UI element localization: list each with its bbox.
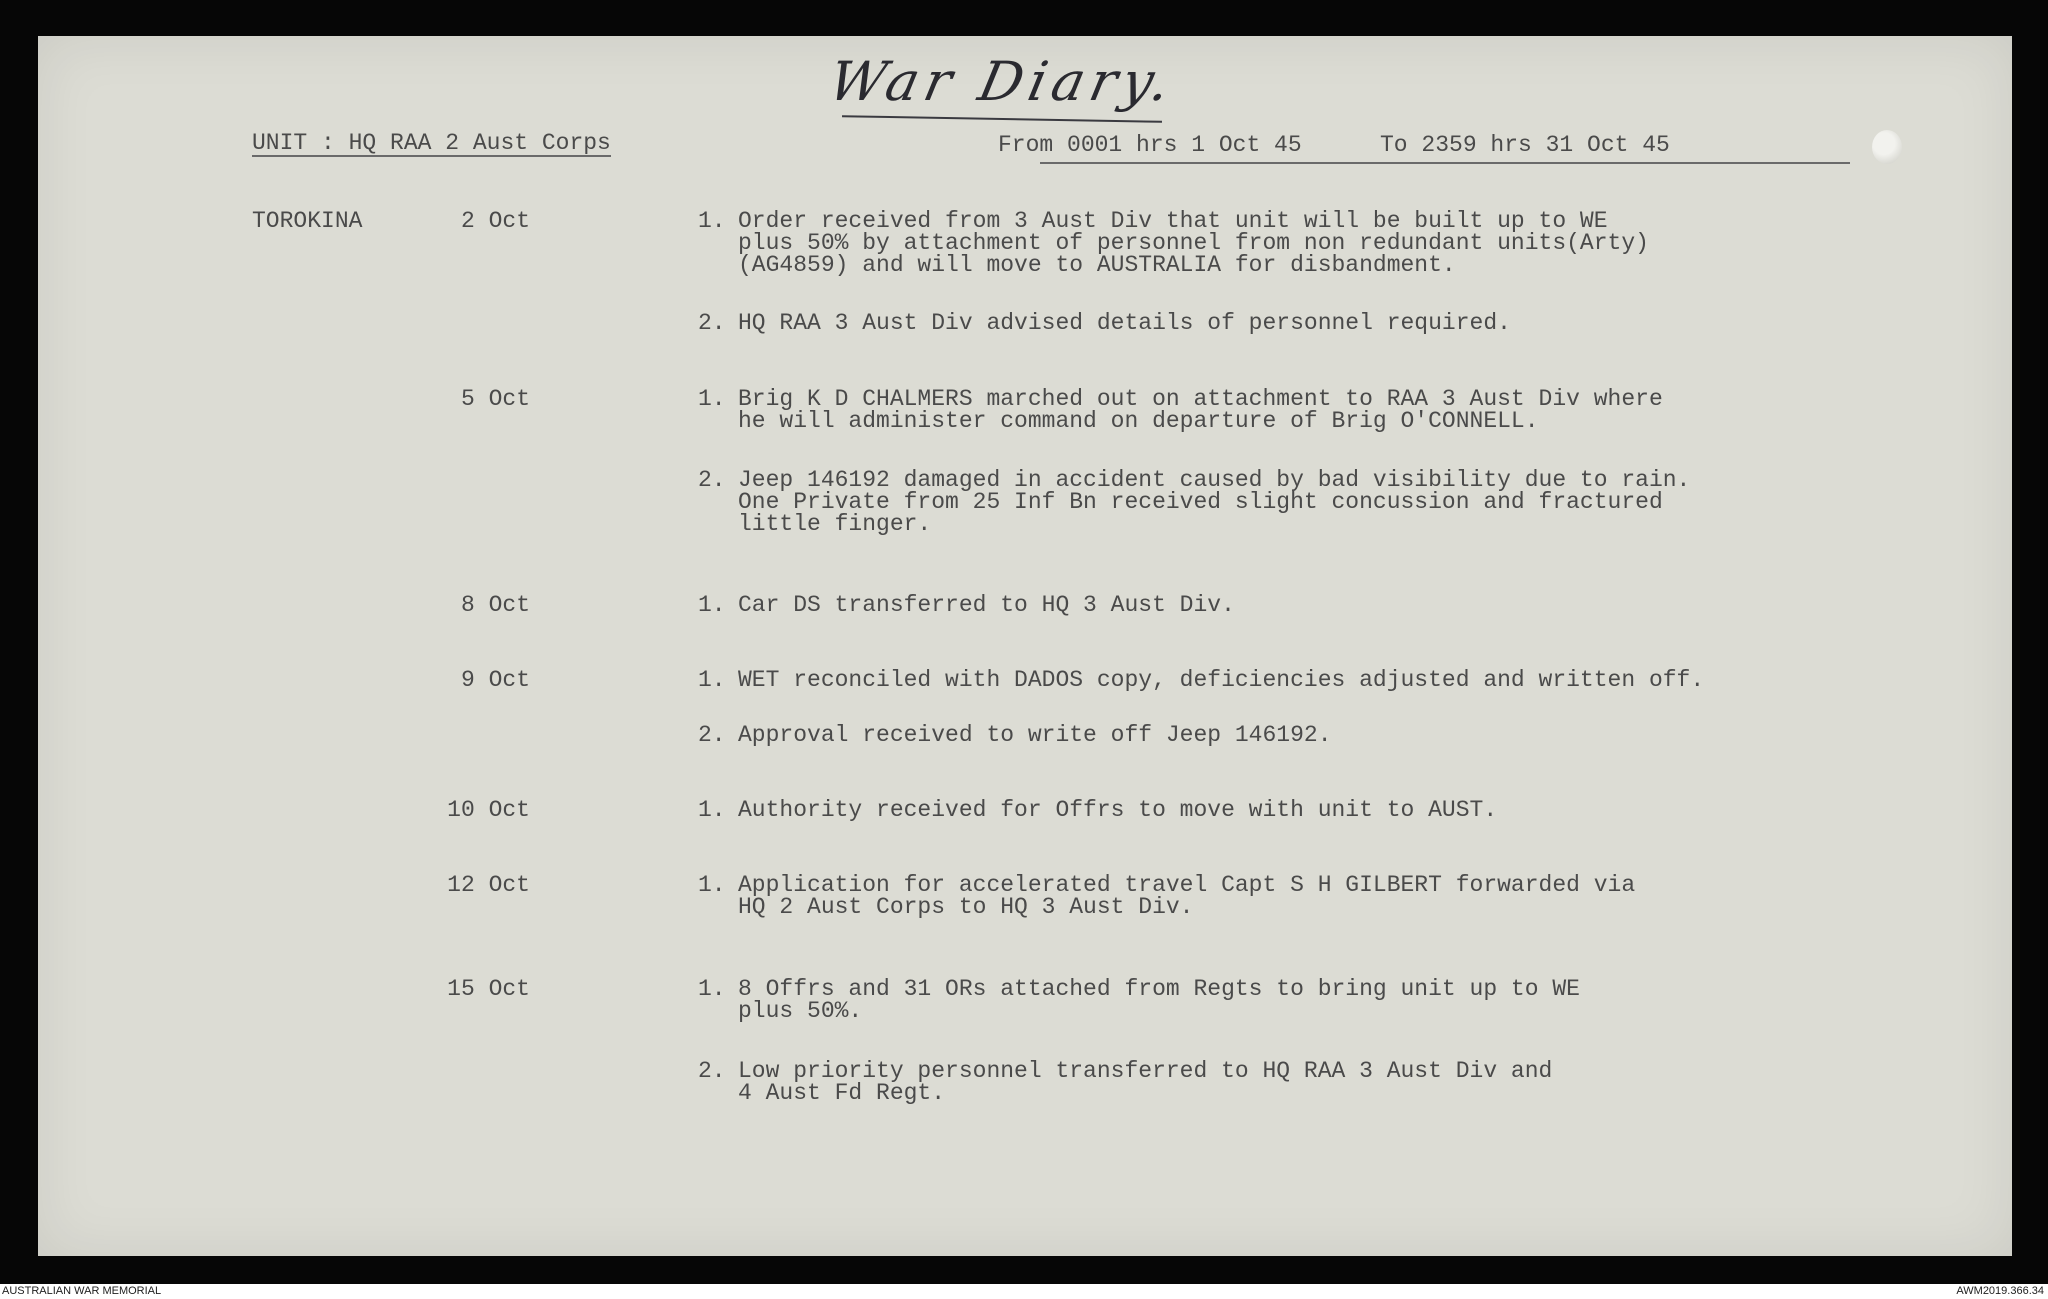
item-text-line: HQ RAA 3 Aust Div advised details of personnel required.	[738, 310, 1511, 336]
item-text-line: Approval received to write off Jeep 146192.	[738, 722, 1332, 748]
unit-label: UNIT : HQ RAA 2 Aust Corps	[252, 130, 611, 156]
item-number: 2.	[698, 1058, 726, 1084]
item-text-line: 4 Aust Fd Regt.	[738, 1080, 946, 1106]
footer-reference: AWM2019.366.34	[1956, 1285, 2044, 1297]
item-number: 1.	[698, 976, 726, 1002]
entry-date: 15 Oct	[447, 976, 530, 1002]
item-text-line: plus 50% by attachment of personnel from non redundant units(Arty)	[738, 230, 1649, 256]
handwritten-title: War Diary.	[823, 50, 1182, 113]
entry-date: 5 Oct	[460, 386, 530, 412]
entry-date: 10 Oct	[447, 797, 530, 823]
place-label: TOROKINA	[252, 208, 363, 234]
item-text-line: he will administer command on departure of Brig O'CONNELL.	[738, 408, 1539, 434]
header-rule	[1040, 162, 1850, 164]
item-text-line: Brig K D CHALMERS marched out on attachment to RAA 3 Aust Div where	[738, 386, 1663, 412]
item-number: 2.	[698, 722, 726, 748]
period-to: To 2359 hrs 31 Oct 45	[1380, 132, 1670, 158]
item-text-line: plus 50%.	[738, 998, 863, 1024]
item-number: 1.	[698, 797, 726, 823]
item-text-line: Authority received for Offrs to move with unit to AUST.	[738, 797, 1498, 823]
item-text-line: 8 Offrs and 31 ORs attached from Regts to bring unit up to WE	[738, 976, 1580, 1002]
entry-date: 8 Oct	[460, 592, 530, 618]
entry-date: 2 Oct	[460, 208, 530, 234]
punch-hole	[1872, 130, 1902, 164]
item-text-line: Low priority personnel transferred to HQ RAA 3 Aust Div and	[738, 1058, 1553, 1084]
entry-date: 9 Oct	[460, 667, 530, 693]
item-number: 2.	[698, 310, 726, 336]
item-number: 1.	[698, 386, 726, 412]
item-text-line: One Private from 25 Inf Bn received slight concussion and fractured	[738, 489, 1663, 515]
entry-date: 12 Oct	[447, 872, 530, 898]
item-text-line: little finger.	[738, 511, 932, 537]
item-text-line: HQ 2 Aust Corps to HQ 3 Aust Div.	[738, 894, 1194, 920]
item-text-line: (AG4859) and will move to AUSTRALIA for disbandment.	[738, 252, 1456, 278]
archive-footer	[0, 1284, 2048, 1299]
item-number: 1.	[698, 592, 726, 618]
item-number: 1.	[698, 872, 726, 898]
item-text-line: Car DS transferred to HQ 3 Aust Div.	[738, 592, 1235, 618]
item-text-line: WET reconciled with DADOS copy, deficiencies adjusted and written off.	[738, 667, 1705, 693]
item-number: 2.	[698, 467, 726, 493]
item-text-line: Jeep 146192 damaged in accident caused by bad visibility due to rain.	[738, 467, 1691, 493]
item-text-line: Application for accelerated travel Capt S H GILBERT forwarded via	[738, 872, 1636, 898]
item-number: 1.	[698, 667, 726, 693]
item-number: 1.	[698, 208, 726, 234]
period-from: From 0001 hrs 1 Oct 45	[998, 132, 1302, 158]
item-text-line: Order received from 3 Aust Div that unit will be built up to WE	[738, 208, 1608, 234]
footer-institution: AUSTRALIAN WAR MEMORIAL	[2, 1285, 162, 1297]
